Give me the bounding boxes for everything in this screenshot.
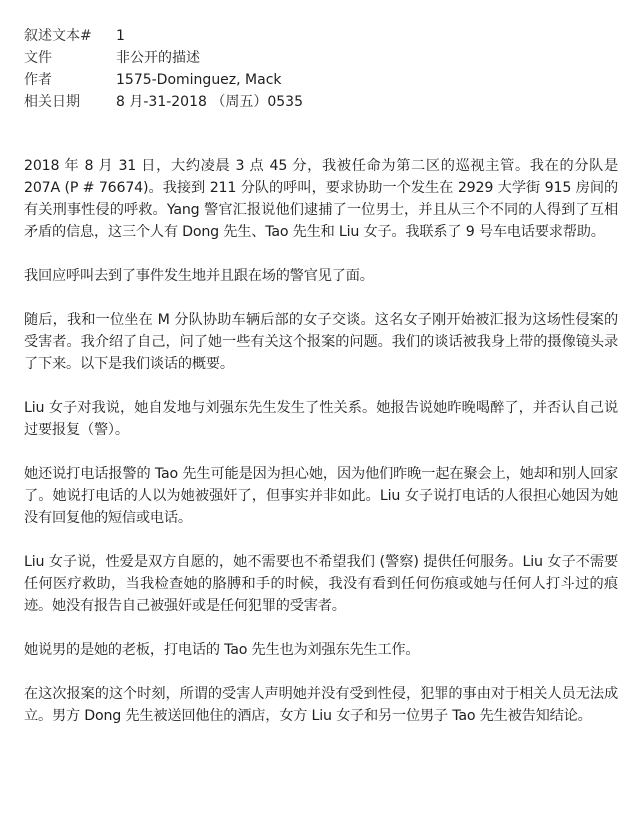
meta-value: 1 xyxy=(116,28,125,44)
meta-label: 文件 xyxy=(24,50,52,66)
paragraph: 我回应呼叫去到了事件发生地并且跟在场的警官见了面。 xyxy=(24,268,374,284)
meta-label: 相关日期 xyxy=(24,94,80,110)
meta-row-narrative-number xyxy=(24,25,584,47)
paragraph: 随后，我和一位坐在 M 分队协助车辆后部的女子交谈。这名女子刚开始被汇报为这场性侵案的受害者。我介绍了自己，问了她一些有关这个报案的问题。我们的谈话被我身上带的摄像镜头录了下来。以下是我们谈话的概要。 xyxy=(24,312,618,372)
paragraph: 在这次报案的这个时刻，所谓的受害人声明她并没有受到性侵，犯罪的事由对于相关人员无法成立。男方 Dong 先生被送回他住的酒店，女方 Liu 女子和另一位男子 Tao 先生被告知结论。 xyxy=(24,686,618,724)
meta-label: 作者 xyxy=(24,72,52,88)
meta-row-document xyxy=(24,47,584,69)
paragraph: Liu 女子说，性爱是双方自愿的，她不需要也不希望我们 (警察) 提供任何服务。Liu 女子不需要任何医疗救助，当我检查她的胳膊和手的时候，我没有看到任何伤痕或她与任何人打斗过的痕迹。她没有报告自己被强奸或是任何犯罪的受害者。 xyxy=(24,554,618,614)
narrative-body xyxy=(24,155,618,749)
meta-row-related-date xyxy=(24,91,584,113)
meta-label: 叙述文本# xyxy=(24,28,92,44)
paragraph: 她还说打电话报警的 Tao 先生可能是因为担心她，因为他们昨晚一起在聚会上，她却和别人回家了。她说打电话的人以为她被强奸了，但事实并非如此。Liu 女子说打电话的人很担心她因为她没有回复他的短信或电话。 xyxy=(24,466,618,526)
paragraph: 她说男的是她的老板，打电话的 Tao 先生也为刘强东先生工作。 xyxy=(24,642,420,658)
paragraph: Liu 女子对我说，她自发地与刘强东先生发生了性关系。她报告说她昨晚喝醉了，并否认自己说过要报复（警）。 xyxy=(24,400,618,438)
meta-value: 1575-Dominguez, Mack xyxy=(116,72,282,88)
meta-value: 非公开的描述 xyxy=(116,50,200,66)
report-metadata xyxy=(24,25,584,113)
meta-value: 8 月-31-2018 （周五）0535 xyxy=(116,94,303,110)
paragraph: 2018 年 8 月 31 日，大约凌晨 3 点 45 分，我被任命为第二区的巡视主管。我在的分队是 207A (P # 76674)。我接到 211 分队的呼叫，要求协助一个发生在 2929 大学街 915 房间的有关刑事性侵的呼救。Yang 警官汇报说他们逮捕了一位男士，并且从三个不同的人得到了互相矛盾的信息，这三个人有 Dong 先生、Tao 先生和 Liu 女子。我联系了 9 号车电话要求帮助。 xyxy=(24,158,618,240)
meta-row-author xyxy=(24,69,584,91)
